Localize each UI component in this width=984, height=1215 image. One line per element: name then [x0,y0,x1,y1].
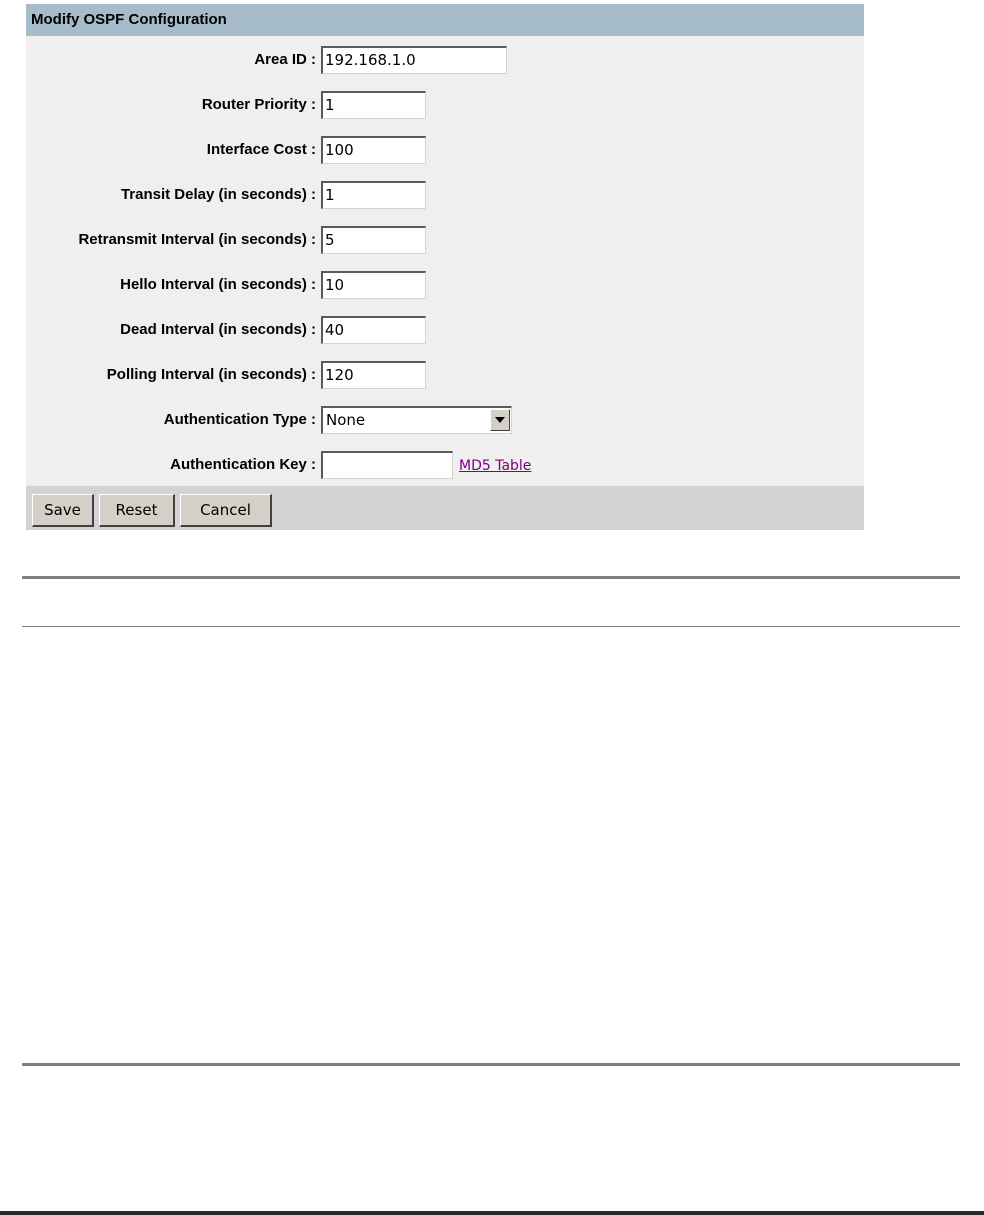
md5-table-link[interactable]: MD5 Table [459,458,532,474]
authentication-key-input[interactable] [321,451,453,479]
interface-cost-input[interactable]: 100 [321,136,426,164]
retransmit-interval-input[interactable]: 5 [321,226,426,254]
area-id-input[interactable]: 192.168.1.0 [321,46,507,74]
hello-interval-input[interactable]: 10 [321,271,426,299]
authentication-type-label: Authentication Type : [163,411,316,428]
select-dropdown-button[interactable] [490,409,510,431]
area-id-label: Area ID : [254,51,316,68]
ospf-config-panel [26,4,864,530]
hello-interval-label: Hello Interval (in seconds) : [120,276,316,293]
transit-delay-input[interactable]: 1 [321,181,426,209]
transit-delay-row [26,180,864,210]
retransmit-interval-row [26,225,864,255]
authentication-key-label: Authentication Key : [170,456,316,473]
dead-interval-input[interactable]: 40 [321,316,426,344]
polling-interval-input[interactable]: 120 [321,361,426,389]
router-priority-row [26,90,864,120]
authentication-key-row [26,450,864,480]
dead-interval-label: Dead Interval (in seconds) : [120,321,316,338]
button-bar [26,486,864,530]
save-button[interactable]: Save [32,494,94,527]
reset-button[interactable]: Reset [99,494,175,527]
panel-title: Modify OSPF Configuration [26,4,864,36]
interface-cost-row [26,135,864,165]
router-priority-input[interactable]: 1 [321,91,426,119]
polling-interval-label: Polling Interval (in seconds) : [106,366,316,383]
divider-top [22,576,960,579]
polling-interval-row [26,360,864,390]
dead-interval-row [26,315,864,345]
divider-bottom [22,1063,960,1066]
hello-interval-row [26,270,864,300]
transit-delay-label: Transit Delay (in seconds) : [120,186,316,203]
divider-thin [22,626,960,627]
chevron-down-icon [495,417,505,423]
router-priority-label: Router Priority : [201,96,316,113]
interface-cost-label: Interface Cost : [206,141,316,158]
page-bottom-border [0,1211,984,1215]
authentication-type-value: None [326,411,366,429]
retransmit-interval-label: Retransmit Interval (in seconds) : [78,231,316,248]
authentication-type-row [26,405,864,435]
cancel-button[interactable]: Cancel [180,494,272,527]
area-id-row [26,45,864,75]
authentication-type-select[interactable] [321,406,512,434]
